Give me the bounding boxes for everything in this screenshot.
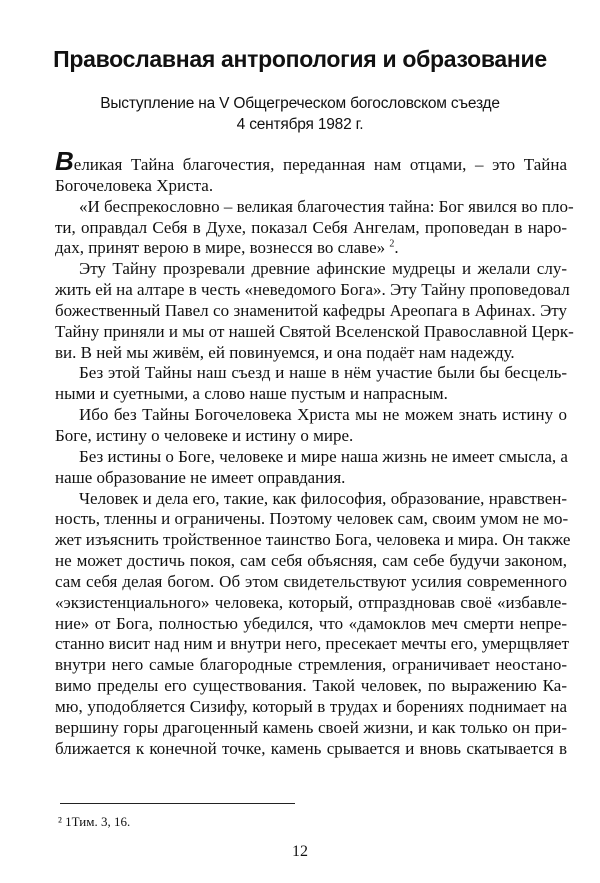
line-text: Тайну приняли и мы от нашей Святой Вселенской Православной Церк- [55,321,574,341]
body-text [55,146,574,759]
text-line [55,218,567,239]
line-text: «И беспрекословно – великая благочестия тайна: Бог явился во пло- [79,196,574,216]
line-tail: . [394,238,399,258]
text-line [55,321,574,343]
line-text: ность, тленны и ограничены. Поэтому человек сам, своим умом не мо- [55,509,569,529]
line-text: Эту Тайну прозревали древние афинские мудрецы и желали слу- [79,259,567,279]
text-line [55,196,574,218]
text-line [55,593,567,614]
text-line [55,447,567,468]
text-line [55,343,567,364]
text-line [55,238,567,259]
line-text: Богочеловека Христа. [55,175,214,195]
text-line [55,614,567,635]
text-line [55,572,567,593]
line-text: вимо пределы его существования. Такой человек, по выражению Ка- [55,676,567,696]
text-line [55,509,567,530]
line-text: ближается к конечной точке, камень срывается и вновь скатывается в [55,738,567,758]
line-text: еликая Тайна благочестия, переданная нам отцами, – это Тайна [73,155,567,174]
footnote-divider [60,803,295,804]
text-line [55,530,571,551]
text-line [55,426,567,447]
text-line [55,634,570,655]
subtitle-line-2: 4 сентября 1982 г. [236,116,364,133]
line-text: ние» от Бога, полностью убедился, что «дамоклов меч смерти непре- [55,613,567,633]
text-line [55,363,567,384]
text-line [55,259,567,280]
text-line [55,655,567,676]
page-number: 12 [292,843,308,860]
text-line [55,489,567,510]
text-line [55,697,567,718]
text-line [55,146,567,176]
subtitle-line-1: Выступление на V Общегреческом богословском съезде [100,95,500,112]
line-text: Человек и дела его, такие, как философия, образование, нравствен- [79,488,567,508]
line-text: ными и суетными, а слово наше пустым и напрасным. [55,384,448,404]
line-text: жет изъяснить тройственное таинство Бога, человека и мира. Он также [55,530,571,550]
line-text: не может достичь покоя, сам себя объясняя, сам себе будучи законом, [55,551,567,571]
line-text: мю, уподобляется Сизифу, который в трудах и борениях поднимает на [55,696,567,716]
line-text: ти, оправдал Себя в Духе, показал Себя Ангелам, проповедан в наро- [55,217,567,237]
line-text: Без этой Тайны наш съезд и наше в нём участие были бы бесцель- [79,363,567,383]
line-text: вершину горы драгоценный камень своей жизни, и как только он при- [55,717,567,737]
line-text: Боге, истину о человеке и истину о мире. [55,425,354,445]
footnote-ref[interactable]: 2 [389,238,395,250]
line-text: Без истины о Боге, человеке и мире наша жизнь не имеет смысла, а [79,446,568,466]
text-line [55,718,567,739]
text-line [55,384,567,405]
line-text: сам себя делая богом. Об этом свидетельствуют усилия современного [55,571,567,591]
footnote: ² 1Тим. 3, 16. [58,814,131,829]
line-text: жить ей на алтаре в честь «неведомого Бога». Эту Тайну проповедовал [55,280,570,300]
text-line [55,551,567,572]
text-line [55,739,567,760]
text-line [55,468,567,489]
line-text: дах, принят верою в мире, вознесся во славе» [55,238,386,258]
text-line [55,405,567,426]
line-text: Ибо без Тайны Богочеловека Христа мы не можем знать истину о [79,405,567,425]
line-text: внутри него самые благородные стремления, ограничивает неостано- [55,655,567,675]
line-text: наше образование не имеет оправдания. [55,467,346,487]
text-line [55,676,567,697]
line-text: станно висит над ним и внутри него, пресекает мечты его, умерщвляет [55,634,570,654]
line-text: ви. В ней мы живём, ей повинуемся, и она подаёт нам надежду. [55,342,515,362]
text-line [55,280,570,301]
drop-cap: В [55,146,74,176]
line-text: божественный Павел со знаменитой кафедры Ареопага в Афинах. Эту [55,300,567,320]
text-line [55,176,567,197]
page-title: Православная антропология и образование [53,46,547,72]
line-text: «экзистенциального» человека, который, отпраздновав своё «избавле- [55,592,567,612]
text-line [55,301,567,322]
